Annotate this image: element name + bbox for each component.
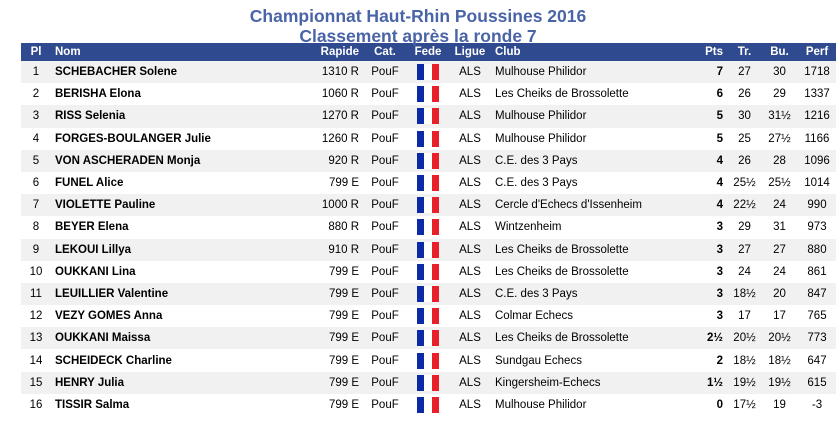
player-name[interactable]: FUNEL Alice xyxy=(51,172,267,194)
rank-cell: 5 xyxy=(21,150,51,172)
league-cell: ALS xyxy=(449,61,491,83)
performance-cell: 765 xyxy=(797,305,836,327)
player-name[interactable]: BERISHA Elona xyxy=(51,83,267,105)
rank-cell: 7 xyxy=(21,194,51,216)
tiebreak-tr-cell: 24 xyxy=(727,261,762,283)
rating-cell: 1260 R xyxy=(267,128,363,150)
france-flag-icon xyxy=(417,86,439,102)
france-flag-icon xyxy=(417,264,439,280)
rating-cell: 1270 R xyxy=(267,105,363,127)
rating-cell: 799 E xyxy=(267,327,363,349)
table-row xyxy=(21,105,836,127)
rank-cell: 1 xyxy=(21,61,51,83)
tiebreak-tr-cell: 29 xyxy=(727,216,762,238)
league-cell: ALS xyxy=(449,394,491,416)
france-flag-icon xyxy=(417,308,439,324)
federation-flag-cell xyxy=(407,105,449,127)
table-row xyxy=(21,194,836,216)
tiebreak-bu-cell: 27 xyxy=(762,239,797,261)
category-cell: PouF xyxy=(363,83,407,105)
col-header-pts[interactable]: Pts xyxy=(687,43,727,61)
player-name[interactable]: BEYER Elena xyxy=(51,216,267,238)
club-cell[interactable]: Les Cheiks de Brossolette xyxy=(491,83,687,105)
federation-flag-cell xyxy=(407,327,449,349)
tiebreak-bu-cell: 28 xyxy=(762,150,797,172)
player-name[interactable]: SCHEBACHER Solene xyxy=(51,61,267,83)
tiebreak-bu-cell: 27½ xyxy=(762,128,797,150)
category-cell: PouF xyxy=(363,305,407,327)
performance-cell: 990 xyxy=(797,194,836,216)
performance-cell: 880 xyxy=(797,239,836,261)
table-row xyxy=(21,305,836,327)
tiebreak-bu-cell: 29 xyxy=(762,83,797,105)
table-row xyxy=(21,61,836,83)
league-cell: ALS xyxy=(449,239,491,261)
tiebreak-tr-cell: 18½ xyxy=(727,283,762,305)
tiebreak-tr-cell: 19½ xyxy=(727,372,762,394)
federation-flag-cell xyxy=(407,305,449,327)
header-row xyxy=(21,43,836,61)
federation-flag-cell xyxy=(407,394,449,416)
rating-cell: 799 E xyxy=(267,283,363,305)
france-flag-icon xyxy=(417,286,439,302)
club-cell[interactable]: Colmar Echecs xyxy=(491,305,687,327)
france-flag-icon xyxy=(417,108,439,124)
club-cell[interactable]: Mulhouse Philidor xyxy=(491,394,687,416)
page-title: Championnat Haut-Rhin Poussines 2016 xyxy=(249,6,587,26)
rank-cell: 8 xyxy=(21,216,51,238)
club-cell[interactable]: C.E. des 3 Pays xyxy=(491,283,687,305)
club-cell[interactable]: Mulhouse Philidor xyxy=(491,128,687,150)
federation-flag-cell xyxy=(407,349,449,371)
points-cell: 3 xyxy=(687,239,727,261)
tiebreak-tr-cell: 25 xyxy=(727,128,762,150)
col-header-pl[interactable]: Pl xyxy=(21,43,51,61)
club-cell[interactable]: Les Cheiks de Brossolette xyxy=(491,327,687,349)
tiebreak-bu-cell: 20½ xyxy=(762,327,797,349)
tiebreak-bu-cell: 19 xyxy=(762,394,797,416)
rank-cell: 10 xyxy=(21,261,51,283)
france-flag-icon xyxy=(417,64,439,80)
league-cell: ALS xyxy=(449,261,491,283)
points-cell: 7 xyxy=(687,61,727,83)
france-flag-icon xyxy=(417,131,439,147)
france-flag-icon xyxy=(417,175,439,191)
category-cell: PouF xyxy=(363,216,407,238)
table-row xyxy=(21,394,836,416)
club-cell[interactable]: C.E. des 3 Pays xyxy=(491,172,687,194)
rank-cell: 2 xyxy=(21,83,51,105)
rating-cell: 799 E xyxy=(267,172,363,194)
table-row xyxy=(21,261,836,283)
category-cell: PouF xyxy=(363,394,407,416)
rank-cell: 15 xyxy=(21,372,51,394)
rank-cell: 4 xyxy=(21,128,51,150)
col-header-fede[interactable]: Fede xyxy=(407,43,449,61)
points-cell: 3 xyxy=(687,283,727,305)
rank-cell: 3 xyxy=(21,105,51,127)
points-cell: 0 xyxy=(687,394,727,416)
player-name[interactable]: HENRY Julia xyxy=(51,372,267,394)
rank-cell: 13 xyxy=(21,327,51,349)
league-cell: ALS xyxy=(449,283,491,305)
col-header-rapide[interactable]: Rapide xyxy=(267,43,363,61)
table-row xyxy=(21,83,836,105)
page-subtitle: Classement après la ronde 7 xyxy=(299,26,537,46)
rating-cell: 799 E xyxy=(267,349,363,371)
table-row xyxy=(21,216,836,238)
table-row xyxy=(21,372,836,394)
rating-cell: 910 R xyxy=(267,239,363,261)
league-cell: ALS xyxy=(449,105,491,127)
federation-flag-cell xyxy=(407,216,449,238)
rating-cell: 920 R xyxy=(267,150,363,172)
tiebreak-tr-cell: 30 xyxy=(727,105,762,127)
category-cell: PouF xyxy=(363,327,407,349)
performance-cell: 1718 xyxy=(797,61,836,83)
col-header-cat[interactable]: Cat. xyxy=(363,43,407,61)
club-cell[interactable]: Les Cheiks de Brossolette xyxy=(491,239,687,261)
performance-cell: 615 xyxy=(797,372,836,394)
performance-cell: 1216 xyxy=(797,105,836,127)
col-header-bu[interactable]: Bu. xyxy=(762,43,797,61)
points-cell: 4 xyxy=(687,150,727,172)
category-cell: PouF xyxy=(363,172,407,194)
player-name[interactable]: FORGES-BOULANGER Julie xyxy=(51,128,267,150)
club-cell[interactable]: Cercle d'Echecs d'Issenheim xyxy=(491,194,687,216)
col-header-nom[interactable]: Nom xyxy=(51,43,267,61)
france-flag-icon xyxy=(417,375,439,391)
tiebreak-bu-cell: 30 xyxy=(762,61,797,83)
col-header-club[interactable]: Club xyxy=(491,43,687,61)
player-name[interactable]: VON ASCHERADEN Monja xyxy=(51,150,267,172)
standings-body xyxy=(21,61,836,416)
points-cell: 5 xyxy=(687,128,727,150)
rating-cell: 799 E xyxy=(267,261,363,283)
federation-flag-cell xyxy=(407,372,449,394)
performance-cell: 973 xyxy=(797,216,836,238)
league-cell: ALS xyxy=(449,83,491,105)
federation-flag-cell xyxy=(407,283,449,305)
points-cell: 3 xyxy=(687,305,727,327)
tiebreak-bu-cell: 17 xyxy=(762,305,797,327)
performance-cell: 847 xyxy=(797,283,836,305)
tiebreak-tr-cell: 22½ xyxy=(727,194,762,216)
tiebreak-bu-cell: 25½ xyxy=(762,172,797,194)
club-cell[interactable]: Kingersheim-Echecs xyxy=(491,372,687,394)
points-cell: 4 xyxy=(687,194,727,216)
points-cell: 3 xyxy=(687,216,727,238)
rank-cell: 11 xyxy=(21,283,51,305)
category-cell: PouF xyxy=(363,105,407,127)
rating-cell: 880 R xyxy=(267,216,363,238)
club-cell[interactable]: C.E. des 3 Pays xyxy=(491,150,687,172)
player-name[interactable]: RISS Selenia xyxy=(51,105,267,127)
player-name[interactable]: OUKKANI Lina xyxy=(51,261,267,283)
club-cell[interactable]: Mulhouse Philidor xyxy=(491,61,687,83)
france-flag-icon xyxy=(417,397,439,413)
league-cell: ALS xyxy=(449,305,491,327)
france-flag-icon xyxy=(417,353,439,369)
player-name[interactable]: VEZY GOMES Anna xyxy=(51,305,267,327)
col-header-tr[interactable]: Tr. xyxy=(727,43,762,61)
rating-cell: 1060 R xyxy=(267,83,363,105)
category-cell: PouF xyxy=(363,239,407,261)
france-flag-icon xyxy=(417,242,439,258)
points-cell: 6 xyxy=(687,83,727,105)
category-cell: PouF xyxy=(363,349,407,371)
league-cell: ALS xyxy=(449,216,491,238)
federation-flag-cell xyxy=(407,239,449,261)
rank-cell: 12 xyxy=(21,305,51,327)
tiebreak-bu-cell: 31 xyxy=(762,216,797,238)
rank-cell: 6 xyxy=(21,172,51,194)
table-row xyxy=(21,283,836,305)
category-cell: PouF xyxy=(363,128,407,150)
table-row xyxy=(21,128,836,150)
league-cell: ALS xyxy=(449,349,491,371)
tiebreak-bu-cell: 24 xyxy=(762,261,797,283)
club-cell[interactable]: Sundgau Echecs xyxy=(491,349,687,371)
rank-cell: 9 xyxy=(21,239,51,261)
rank-cell: 16 xyxy=(21,394,51,416)
rank-cell: 14 xyxy=(21,349,51,371)
tiebreak-tr-cell: 27 xyxy=(727,239,762,261)
performance-cell: 773 xyxy=(797,327,836,349)
category-cell: PouF xyxy=(363,372,407,394)
table-row xyxy=(21,172,836,194)
federation-flag-cell xyxy=(407,261,449,283)
tiebreak-tr-cell: 18½ xyxy=(727,349,762,371)
category-cell: PouF xyxy=(363,261,407,283)
tiebreak-tr-cell: 27 xyxy=(727,61,762,83)
france-flag-icon xyxy=(417,197,439,213)
title-block xyxy=(0,0,836,46)
col-header-perf[interactable]: Perf xyxy=(797,43,836,61)
player-name[interactable]: TISSIR Salma xyxy=(51,394,267,416)
performance-cell: 647 xyxy=(797,349,836,371)
table-row xyxy=(21,150,836,172)
tiebreak-tr-cell: 17½ xyxy=(727,394,762,416)
points-cell: 4 xyxy=(687,172,727,194)
france-flag-icon xyxy=(417,330,439,346)
tiebreak-tr-cell: 26 xyxy=(727,150,762,172)
league-cell: ALS xyxy=(449,327,491,349)
table-row xyxy=(21,349,836,371)
federation-flag-cell xyxy=(407,172,449,194)
france-flag-icon xyxy=(417,219,439,235)
category-cell: PouF xyxy=(363,61,407,83)
performance-cell: -3 xyxy=(797,394,836,416)
federation-flag-cell xyxy=(407,61,449,83)
federation-flag-cell xyxy=(407,128,449,150)
category-cell: PouF xyxy=(363,283,407,305)
player-name[interactable]: LEUILLIER Valentine xyxy=(51,283,267,305)
points-cell: 5 xyxy=(687,105,727,127)
tiebreak-bu-cell: 24 xyxy=(762,194,797,216)
performance-cell: 1096 xyxy=(797,150,836,172)
points-cell: 1½ xyxy=(687,372,727,394)
standings-table xyxy=(21,43,836,416)
france-flag-icon xyxy=(417,153,439,169)
club-cell[interactable]: Les Cheiks de Brossolette xyxy=(491,261,687,283)
federation-flag-cell xyxy=(407,83,449,105)
tiebreak-tr-cell: 26 xyxy=(727,83,762,105)
player-name[interactable]: VIOLETTE Pauline xyxy=(51,194,267,216)
league-cell: ALS xyxy=(449,150,491,172)
club-cell[interactable]: Wintzenheim xyxy=(491,216,687,238)
table-row xyxy=(21,327,836,349)
league-cell: ALS xyxy=(449,372,491,394)
federation-flag-cell xyxy=(407,150,449,172)
rating-cell: 1000 R xyxy=(267,194,363,216)
performance-cell: 1337 xyxy=(797,83,836,105)
tiebreak-bu-cell: 19½ xyxy=(762,372,797,394)
points-cell: 2½ xyxy=(687,327,727,349)
league-cell: ALS xyxy=(449,194,491,216)
points-cell: 2 xyxy=(687,349,727,371)
federation-flag-cell xyxy=(407,194,449,216)
points-cell: 3 xyxy=(687,261,727,283)
performance-cell: 861 xyxy=(797,261,836,283)
performance-cell: 1166 xyxy=(797,128,836,150)
category-cell: PouF xyxy=(363,194,407,216)
player-name[interactable]: LEKOUI Lillya xyxy=(51,239,267,261)
club-cell[interactable]: Mulhouse Philidor xyxy=(491,105,687,127)
player-name[interactable]: OUKKANI Maissa xyxy=(51,327,267,349)
player-name[interactable]: SCHEIDECK Charline xyxy=(51,349,267,371)
tiebreak-tr-cell: 25½ xyxy=(727,172,762,194)
tiebreak-bu-cell: 18½ xyxy=(762,349,797,371)
rating-cell: 799 E xyxy=(267,305,363,327)
rating-cell: 1310 R xyxy=(267,61,363,83)
rating-cell: 799 E xyxy=(267,394,363,416)
rating-cell: 799 E xyxy=(267,372,363,394)
tiebreak-tr-cell: 20½ xyxy=(727,327,762,349)
performance-cell: 1014 xyxy=(797,172,836,194)
tiebreak-bu-cell: 20 xyxy=(762,283,797,305)
category-cell: PouF xyxy=(363,150,407,172)
tiebreak-tr-cell: 17 xyxy=(727,305,762,327)
league-cell: ALS xyxy=(449,128,491,150)
col-header-ligue[interactable]: Ligue xyxy=(449,43,491,61)
tiebreak-bu-cell: 31½ xyxy=(762,105,797,127)
table-row xyxy=(21,239,836,261)
league-cell: ALS xyxy=(449,172,491,194)
